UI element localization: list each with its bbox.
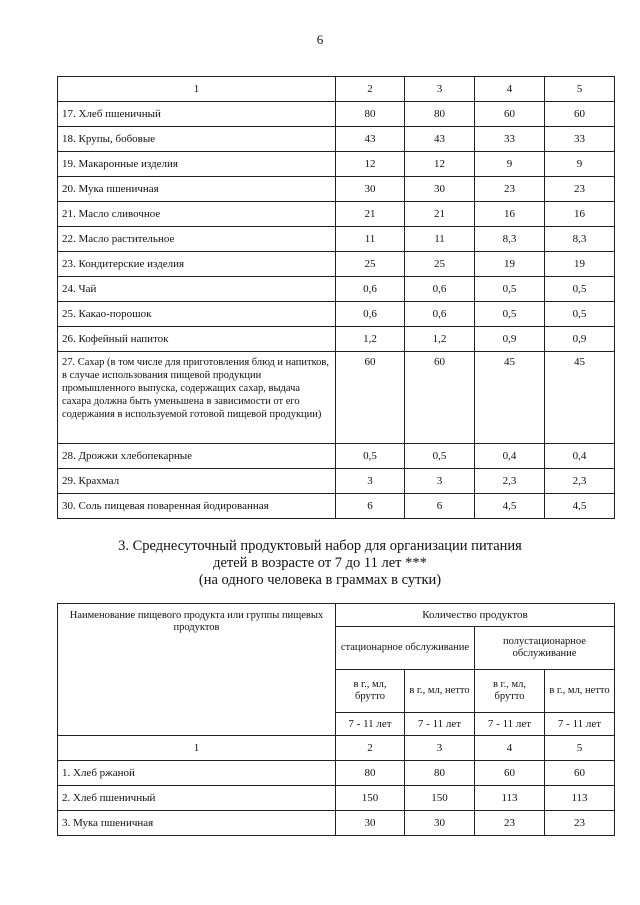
product-name: 17. Хлеб пшеничный [58,102,336,127]
table-row [58,202,615,227]
value-cell: 0,6 [405,277,475,302]
value-cell: 60 [545,761,615,786]
value-cell: 11 [336,227,405,252]
value-cell: 0,5 [545,277,615,302]
table-row [58,352,615,444]
value-cell: 0,5 [405,444,475,469]
product-name: 24. Чай [58,277,336,302]
column-number: 2 [336,736,405,761]
section-3-heading [0,538,640,589]
product-name: 30. Соль пищевая поваренная йодированная [58,494,336,519]
value-cell: 60 [545,102,615,127]
value-cell: 25 [405,252,475,277]
value-cell: 113 [545,786,615,811]
product-name-header: Наименование пищевого продукта или группы пищевых продуктов [58,604,336,736]
value-cell: 21 [336,202,405,227]
semi-stationary-header: полустационарное обслуживание [475,627,615,670]
value-cell: 16 [545,202,615,227]
value-cell: 0,6 [336,277,405,302]
value-cell: 19 [475,252,545,277]
value-cell: 9 [475,152,545,177]
column-number: 4 [475,77,545,102]
table-row [58,494,615,519]
column-number: 3 [405,77,475,102]
value-cell: 12 [336,152,405,177]
table-row [58,227,615,252]
value-cell: 0,5 [336,444,405,469]
value-cell: 33 [545,127,615,152]
value-cell: 9 [545,152,615,177]
table-row [58,252,615,277]
value-cell: 25 [336,252,405,277]
value-cell: 1,2 [405,327,475,352]
value-cell: 0,6 [336,302,405,327]
net-header: в г., мл, нетто [405,670,475,713]
value-cell: 4,5 [475,494,545,519]
age-header: 7 - 11 лет [405,713,475,736]
table-row [58,327,615,352]
value-cell: 3 [336,469,405,494]
age-header: 7 - 11 лет [475,713,545,736]
value-cell: 23 [545,177,615,202]
value-cell: 33 [475,127,545,152]
product-name: 1. Хлеб ржаной [58,761,336,786]
product-name: 23. Кондитерские изделия [58,252,336,277]
product-name: 20. Мука пшеничная [58,177,336,202]
value-cell: 45 [545,352,615,444]
daily-food-set-table [57,603,615,836]
product-name: 19. Макаронные изделия [58,152,336,177]
value-cell: 6 [336,494,405,519]
page-number: 6 [316,32,324,47]
table-row [58,277,615,302]
product-name: 22. Масло растительное [58,227,336,252]
table-row [58,77,615,102]
value-cell: 0,4 [545,444,615,469]
age-header: 7 - 11 лет [545,713,615,736]
value-cell: 12 [405,152,475,177]
value-cell: 150 [405,786,475,811]
value-cell: 21 [405,202,475,227]
net-header: в г., мл, нетто [545,670,615,713]
value-cell: 0,9 [545,327,615,352]
product-name: 21. Масло сливочное [58,202,336,227]
value-cell: 43 [336,127,405,152]
table-row [58,761,615,786]
value-cell: 0,6 [405,302,475,327]
product-name: 29. Крахмал [58,469,336,494]
column-number: 3 [405,736,475,761]
value-cell: 80 [405,102,475,127]
value-cell: 0,5 [475,277,545,302]
table-row [58,102,615,127]
table2-header-row [58,604,615,627]
value-cell: 150 [336,786,405,811]
gross-header: в г., мл, брутто [336,670,405,713]
value-cell: 60 [336,352,405,444]
product-name: 25. Какао-порошок [58,302,336,327]
value-cell: 23 [545,811,615,836]
stationary-header: стационарное обслуживание [336,627,475,670]
value-cell: 60 [475,761,545,786]
value-cell: 0,5 [545,302,615,327]
value-cell: 60 [475,102,545,127]
product-name: 27. Сахар (в том числе для приготовления блюд и напитков, в случае использования пищевой продукции промышленного выпуска, содержащих сахар, выдача сахара должна быть уменьшена в зависимости от его содержания в используемой готовой пищевой продукции) [58,352,336,444]
value-cell: 8,3 [475,227,545,252]
value-cell: 6 [405,494,475,519]
value-cell: 0,5 [475,302,545,327]
gross-header: в г., мл, брутто [475,670,545,713]
column-number: 5 [545,77,615,102]
table-row [58,152,615,177]
section-3-subtitle: (на одного человека в граммах в сутки) [198,572,442,588]
column-number: 4 [475,736,545,761]
value-cell: 23 [475,177,545,202]
value-cell: 80 [405,761,475,786]
section-3-title-line1: 3. Среднесуточный продуктовый набор для организации питания [118,538,522,554]
column-number: 2 [336,77,405,102]
table-row [58,811,615,836]
value-cell: 1,2 [336,327,405,352]
value-cell: 30 [405,811,475,836]
product-name: 18. Крупы, бобовые [58,127,336,152]
value-cell: 2,3 [475,469,545,494]
table-row [58,127,615,152]
value-cell: 4,5 [545,494,615,519]
table-row [58,177,615,202]
value-cell: 45 [475,352,545,444]
value-cell: 80 [336,761,405,786]
table-row [58,786,615,811]
value-cell: 60 [405,352,475,444]
value-cell: 30 [336,811,405,836]
product-name: 26. Кофейный напиток [58,327,336,352]
value-cell: 11 [405,227,475,252]
value-cell: 0,4 [475,444,545,469]
food-norms-table-continued [57,76,615,519]
value-cell: 8,3 [545,227,615,252]
table2-number-row [58,736,615,761]
value-cell: 30 [405,177,475,202]
column-number: 5 [545,736,615,761]
value-cell: 113 [475,786,545,811]
value-cell: 23 [475,811,545,836]
product-name: 2. Хлеб пшеничный [58,786,336,811]
value-cell: 3 [405,469,475,494]
table2-body [58,604,615,836]
product-name: 28. Дрожжи хлебопекарные [58,444,336,469]
table-row [58,444,615,469]
table-row [58,302,615,327]
column-number: 1 [58,736,336,761]
value-cell: 2,3 [545,469,615,494]
age-header: 7 - 11 лет [336,713,405,736]
value-cell: 0,9 [475,327,545,352]
value-cell: 19 [545,252,615,277]
product-name: 3. Мука пшеничная [58,811,336,836]
value-cell: 30 [336,177,405,202]
value-cell: 16 [475,202,545,227]
value-cell: 80 [336,102,405,127]
table1-body [58,77,615,519]
quantity-header: Количество продуктов [336,604,615,627]
section-3-title-line2: детей в возрасте от 7 до 11 лет *** [213,555,427,571]
value-cell: 43 [405,127,475,152]
table-row [58,469,615,494]
column-number: 1 [58,77,336,102]
